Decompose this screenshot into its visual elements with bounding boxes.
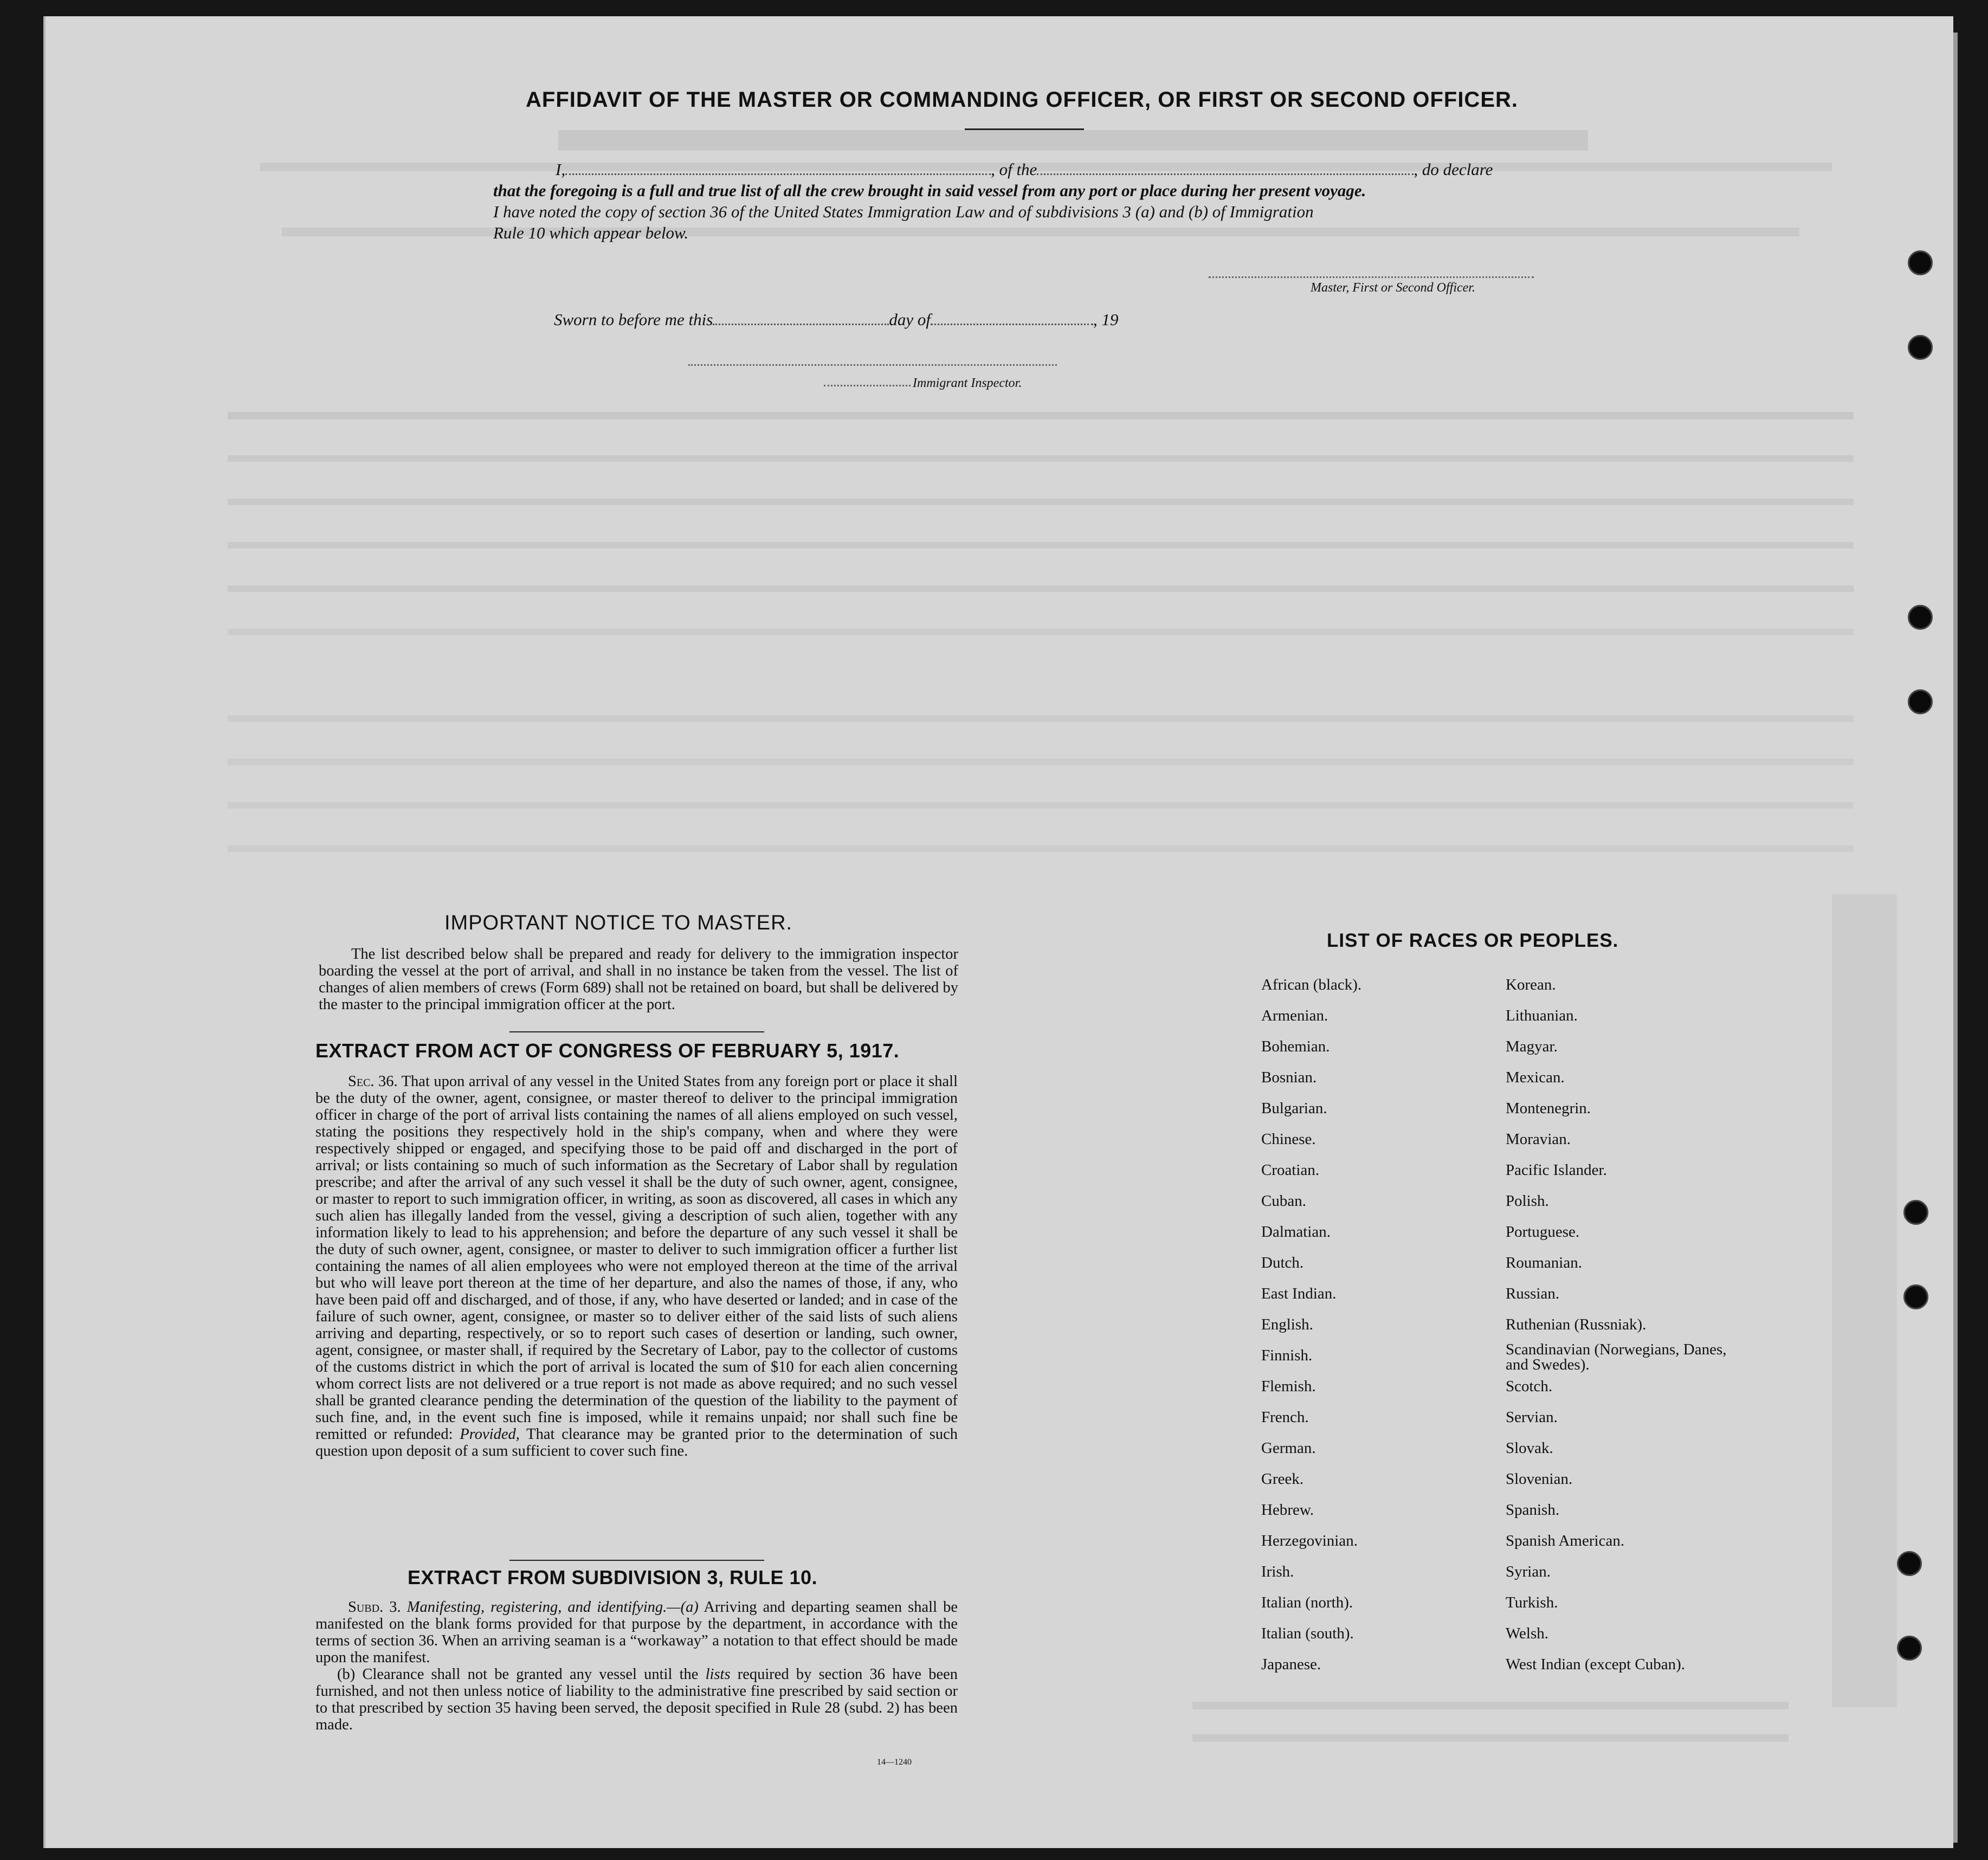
affidavit-do-declare: , do declare [1413,160,1493,179]
signature-label: Master, First or Second Officer. [1311,281,1475,295]
race-list-item: German. [1261,1439,1316,1457]
race-list-item: Servian. [1506,1409,1558,1426]
inspector-dots [824,385,911,386]
subd-b-paragraph [315,1666,958,1733]
race-list-item: Spanish. [1506,1501,1560,1519]
race-list-item: Polish. [1506,1192,1549,1210]
inspector-signature-line [688,364,1057,366]
name-blank [565,173,991,175]
binder-hole [1908,689,1933,714]
notice-title: IMPORTANT NOTICE TO MASTER. [444,912,793,934]
race-list-item: Turkish. [1506,1594,1558,1611]
binder-hole [1897,1551,1922,1576]
extract-sub-title: EXTRACT FROM SUBDIVISION 3, RULE 10. [408,1566,818,1588]
affidavit-of-the: , of the [991,160,1037,179]
sworn-prefix: Sworn to before me this [554,310,713,329]
subd-a-text: Arriving and departing seamen shall be manifested on the blank forms provided for that purpose by the department, in accordance with the terms of section 36. When an arriving seaman is a “workaway” a notation to that effect should be made upon the manifest. [315,1599,958,1666]
sworn-day-blank [713,324,889,325]
affidavit-i: I, [556,160,566,179]
race-list-item: Hebrew. [1261,1501,1314,1519]
race-list-item: Scotch. [1506,1378,1553,1395]
race-list-item: Bulgarian. [1261,1100,1327,1117]
race-list-item: Spanish American. [1506,1532,1625,1549]
binder-hole [1903,1200,1928,1225]
race-list-item: Pacific Islander. [1506,1161,1607,1179]
race-list-item: Japanese. [1261,1656,1321,1673]
race-list-item: Mexican. [1506,1069,1565,1086]
race-list-item: Slovenian. [1506,1470,1573,1488]
binder-hole [1908,250,1933,275]
extract-sub-body [315,1599,958,1733]
race-list-item: Scandinavian (Norwegians, Danes, and Swedes). [1506,1341,1727,1373]
race-list-item: Greek. [1261,1470,1304,1488]
race-list-item: African (black). [1261,976,1362,993]
subd-b-text-2: required by section 36 have been furnished, and not then unless notice of liability to the administrative fine prescribed by said section or to that prescribed by section 35 having been served, the deposit specified in Rule 28 (subd. 2) has been made. [315,1666,958,1733]
race-list-item: Chinese. [1261,1131,1316,1148]
race-list-item: Italian (south). [1261,1625,1354,1642]
race-list-item: Croatian. [1261,1161,1320,1179]
race-list-item: Herzegovinian. [1261,1532,1358,1549]
race-list-item: Irish. [1261,1563,1294,1580]
affidavit-line-2: that the foregoing is a full and true list of all the crew brought in said vessel from any port or place during her present voyage. [493,181,1366,200]
sworn-day-of: day of [889,310,931,329]
race-list-item: Roumanian. [1506,1254,1582,1271]
race-list-item: Korean. [1506,976,1556,993]
races-column-2 [1506,976,1733,1686]
subd-b-text-1: Clearance shall not be granted any vessel until the [362,1666,699,1683]
subd-b-lists: lists [705,1666,731,1683]
section-label: Sec. 36. [348,1073,398,1090]
race-list-item: Bohemian. [1261,1038,1330,1055]
race-list-item: Ruthenian (Russniak). [1506,1316,1647,1333]
race-list-item: French. [1261,1409,1309,1426]
affidavit-line-4: Rule 10 which appear below. [493,223,689,242]
race-list-item: Cuban. [1261,1192,1306,1210]
sworn-line [554,310,1118,330]
binder-hole [1908,335,1933,360]
notice-divider [509,1031,764,1032]
extract-act-title: EXTRACT FROM ACT OF CONGRESS OF FEBRUARY 5, 1917. [315,1039,900,1062]
race-list-item: Slovak. [1506,1439,1553,1457]
subd-label: Subd. 3. [348,1599,401,1616]
vessel-blank [1037,173,1413,175]
subd-a-paragraph [315,1599,958,1666]
notice-body: The list described below shall be prepared and ready for delivery to the immigration inspector boarding the vessel at the port of arrival, and shall in no instance be taken from the vessel. The list of changes of alien members of crews (Form 689) shall not be retained on board, but shall be delivered by the master to the principal immigration officer at the port. [319,946,958,1013]
extract-divider [509,1560,764,1561]
form-number: 14—1240 [877,1758,912,1767]
extract-act-body [315,1073,958,1459]
sworn-month-blank [931,324,1093,325]
race-list-item: Moravian. [1506,1131,1571,1148]
affidavit-title: AFFIDAVIT OF THE MASTER OR COMMANDING OFFICER, OR FIRST OR SECOND OFFICER. [526,88,1518,112]
race-list-item: Dalmatian. [1261,1223,1331,1241]
race-list-item: Bosnian. [1261,1069,1317,1086]
race-list-item: Montenegrin. [1506,1100,1591,1117]
inspector-label: Immigrant Inspector. [913,376,1022,390]
race-list-item: English. [1261,1316,1313,1333]
race-list-item: Portuguese. [1506,1223,1580,1241]
race-list-item: Dutch. [1261,1254,1304,1271]
race-list-item: Welsh. [1506,1625,1549,1642]
races-column-1 [1261,976,1361,1686]
affidavit-line-3: I have noted the copy of section 36 of the United States Immigration Law and of subdivisions 3 (a) and (b) of Immigration [493,202,1314,221]
race-list-item: Syrian. [1506,1563,1551,1580]
affidavit-line-1 [556,160,1493,179]
provided-word: Provided, [460,1426,520,1443]
subd-heading: Manifesting, registering, and identifying. [406,1599,667,1616]
sworn-year: , 19 [1093,310,1119,329]
binder-hole [1897,1636,1922,1661]
subd-a-label: —(a) [667,1599,699,1616]
races-title: LIST OF RACES OR PEOPLES. [1327,930,1619,951]
race-list-item: Finnish. [1261,1347,1313,1364]
section-36-text: That upon arrival of any vessel in the United States from any foreign port or place it shall be the duty of the owner, agent, consignee, or master thereof to deliver to the principal immigration officer in charge of the port of arrival lists containing the names of all aliens employed on such vessel, stating the positions they respectively hold in the ship's company, when and where they were respectively shipped or engaged, and specifying those to be paid off and discharged in the port of arrival; or lists containing so much of such information as the Secretary of Labor shall by regulation prescribe; and after the arrival of any such vessel it shall be the duty of such owner, agent, consignee, or master to report to such immigration officer, in writing, as soon as discovered, all cases in which any such alien has illegally landed from the vessel, giving a description of such alien, together with any information likely to lead to his apprehension; and before the departure of any such vessel it shall be the duty of such owner, agent, consignee, or master to deliver to such immigration officer a further list containing the names of all alien employees who were not employed thereon at the time of the arrival but who will leave port thereon at the time of her departure, and also the names of those, if any, who have been paid off and discharged, and of those, if any, who have deserted or landed; and in case of the failure of such owner, agent, consignee, or master so to deliver either of the said lists of such aliens arriving and departing, respectively, or so to report such cases of desertion or landing, such owner, agent, consignee, or master shall, if required by the Secretary of Labor, pay to the collector of customs of the customs district in which the port of arrival is located the sum of $10 for each alien concerning whom correct lists are not delivered or a true report is not made as above required; and no such vessel shall be granted clearance pending the determination of the question of the liability to the payment of such fine, and, in the event such fine is imposed, while it remains unpaid; nor shall such fine be remitted or refunded: [315,1073,958,1443]
race-list-item: Russian. [1506,1285,1560,1302]
signature-line [1209,276,1534,278]
binder-hole [1908,605,1933,630]
title-underline [965,128,1084,130]
race-list-item: Magyar. [1506,1038,1558,1055]
race-list-item: Italian (north). [1261,1594,1353,1611]
subd-b-label: (b) [337,1666,356,1683]
race-list-item: East Indian. [1261,1285,1337,1302]
binder-hole [1903,1284,1928,1309]
race-list-item: Flemish. [1261,1378,1316,1395]
race-list-item: Lithuanian. [1506,1007,1578,1024]
section-36-end: That clearance may be granted prior to the determination of such question upon deposit of a sum sufficient to cover such fine. [315,1426,958,1459]
race-list-item: West Indian (except Cuban). [1506,1656,1686,1673]
race-list-item: Armenian. [1261,1007,1328,1024]
